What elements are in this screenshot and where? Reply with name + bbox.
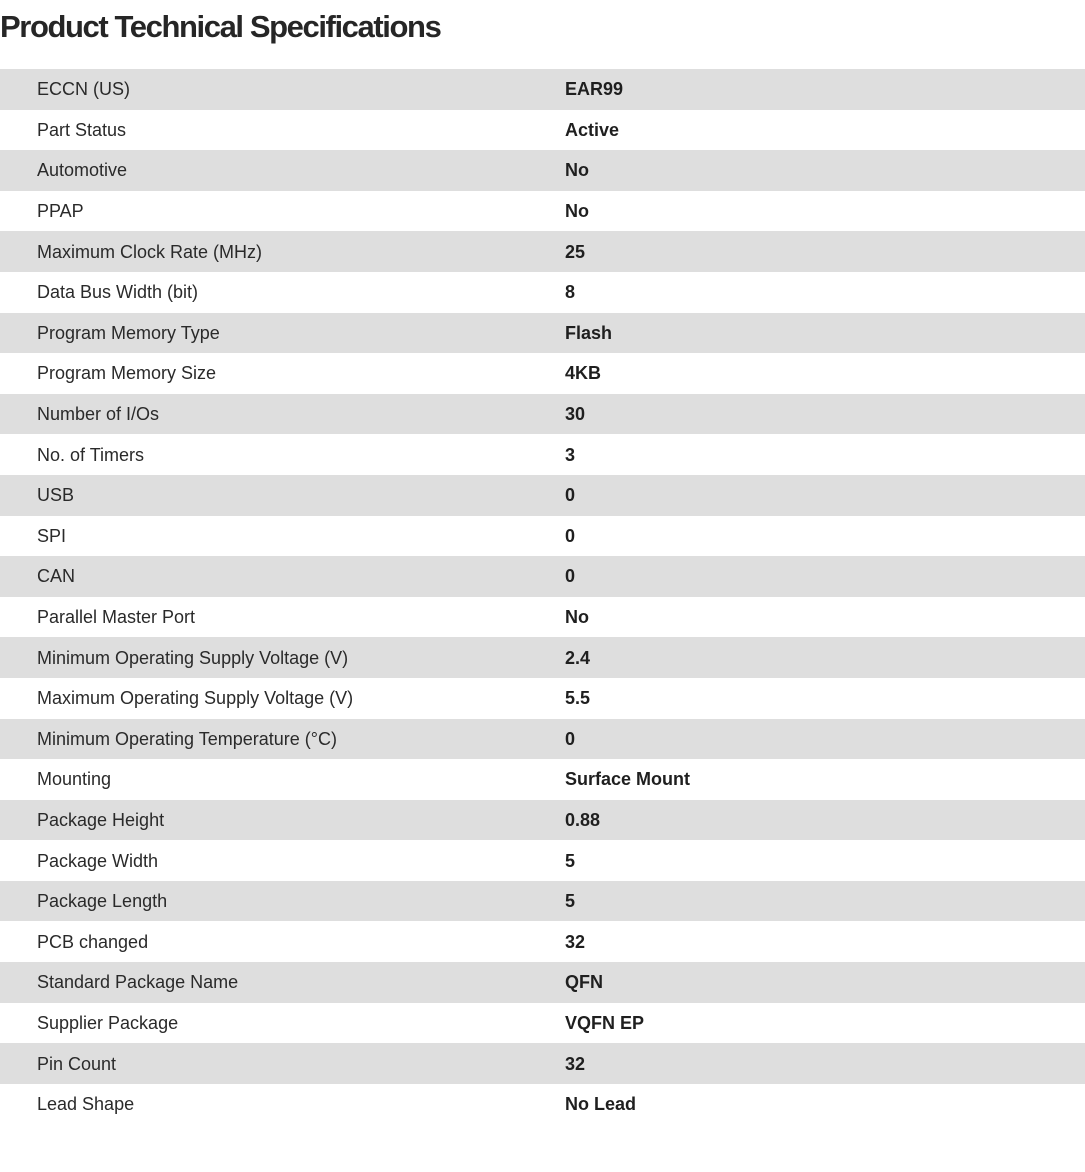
spec-value: 0.88 [565, 800, 1085, 841]
spec-label: PPAP [0, 191, 565, 232]
spec-row [0, 597, 1085, 638]
spec-row [0, 150, 1085, 191]
spec-value: 5 [565, 840, 1085, 881]
spec-label: CAN [0, 556, 565, 597]
spec-label: Minimum Operating Temperature (°C) [0, 719, 565, 760]
spec-value: No [565, 191, 1085, 232]
spec-value: 30 [565, 394, 1085, 435]
spec-value: No Lead [565, 1084, 1085, 1125]
spec-label: Automotive [0, 150, 565, 191]
spec-value: 25 [565, 231, 1085, 272]
spec-label: Program Memory Size [0, 353, 565, 394]
spec-value: Surface Mount [565, 759, 1085, 800]
spec-value: Flash [565, 313, 1085, 354]
spec-label: Supplier Package [0, 1003, 565, 1044]
spec-label: ECCN (US) [0, 69, 565, 110]
spec-row [0, 434, 1085, 475]
spec-value: 0 [565, 516, 1085, 557]
spec-row [0, 840, 1085, 881]
spec-row [0, 231, 1085, 272]
spec-value: No [565, 150, 1085, 191]
spec-label: PCB changed [0, 921, 565, 962]
spec-value: 0 [565, 475, 1085, 516]
spec-value: 3 [565, 434, 1085, 475]
spec-label: Data Bus Width (bit) [0, 272, 565, 313]
spec-row [0, 962, 1085, 1003]
spec-row [0, 394, 1085, 435]
spec-row [0, 678, 1085, 719]
spec-table-body [0, 69, 1085, 1124]
spec-row [0, 353, 1085, 394]
spec-label: Lead Shape [0, 1084, 565, 1125]
spec-row [0, 475, 1085, 516]
spec-label: Parallel Master Port [0, 597, 565, 638]
spec-label: Package Width [0, 840, 565, 881]
spec-row [0, 1084, 1085, 1125]
spec-row [0, 191, 1085, 232]
spec-row [0, 800, 1085, 841]
spec-row [0, 719, 1085, 760]
spec-value: 5.5 [565, 678, 1085, 719]
spec-value: QFN [565, 962, 1085, 1003]
spec-row [0, 1043, 1085, 1084]
spec-label: Maximum Operating Supply Voltage (V) [0, 678, 565, 719]
spec-row [0, 272, 1085, 313]
spec-label: Program Memory Type [0, 313, 565, 354]
page-title: Product Technical Specifications [0, 9, 441, 44]
spec-label: USB [0, 475, 565, 516]
spec-row [0, 313, 1085, 354]
spec-label: Package Length [0, 881, 565, 922]
spec-row [0, 921, 1085, 962]
spec-value: 32 [565, 1043, 1085, 1084]
spec-label: Standard Package Name [0, 962, 565, 1003]
spec-value: 0 [565, 719, 1085, 760]
spec-row [0, 1003, 1085, 1044]
spec-value: 0 [565, 556, 1085, 597]
spec-value: 32 [565, 921, 1085, 962]
spec-label: Package Height [0, 800, 565, 841]
spec-label: Maximum Clock Rate (MHz) [0, 231, 565, 272]
spec-label: Minimum Operating Supply Voltage (V) [0, 637, 565, 678]
spec-label: Mounting [0, 759, 565, 800]
spec-label: No. of Timers [0, 434, 565, 475]
spec-row [0, 69, 1085, 110]
spec-value: 8 [565, 272, 1085, 313]
spec-row [0, 556, 1085, 597]
spec-row [0, 516, 1085, 557]
spec-value: Active [565, 110, 1085, 151]
spec-row [0, 110, 1085, 151]
spec-value: EAR99 [565, 69, 1085, 110]
spec-value: 4KB [565, 353, 1085, 394]
spec-value: No [565, 597, 1085, 638]
spec-row [0, 759, 1085, 800]
spec-row [0, 881, 1085, 922]
spec-row [0, 637, 1085, 678]
spec-label: Pin Count [0, 1043, 565, 1084]
spec-label: Number of I/Os [0, 394, 565, 435]
spec-value: 2.4 [565, 637, 1085, 678]
spec-table [0, 69, 1085, 1124]
spec-label: Part Status [0, 110, 565, 151]
spec-value: 5 [565, 881, 1085, 922]
spec-label: SPI [0, 516, 565, 557]
spec-value: VQFN EP [565, 1003, 1085, 1044]
